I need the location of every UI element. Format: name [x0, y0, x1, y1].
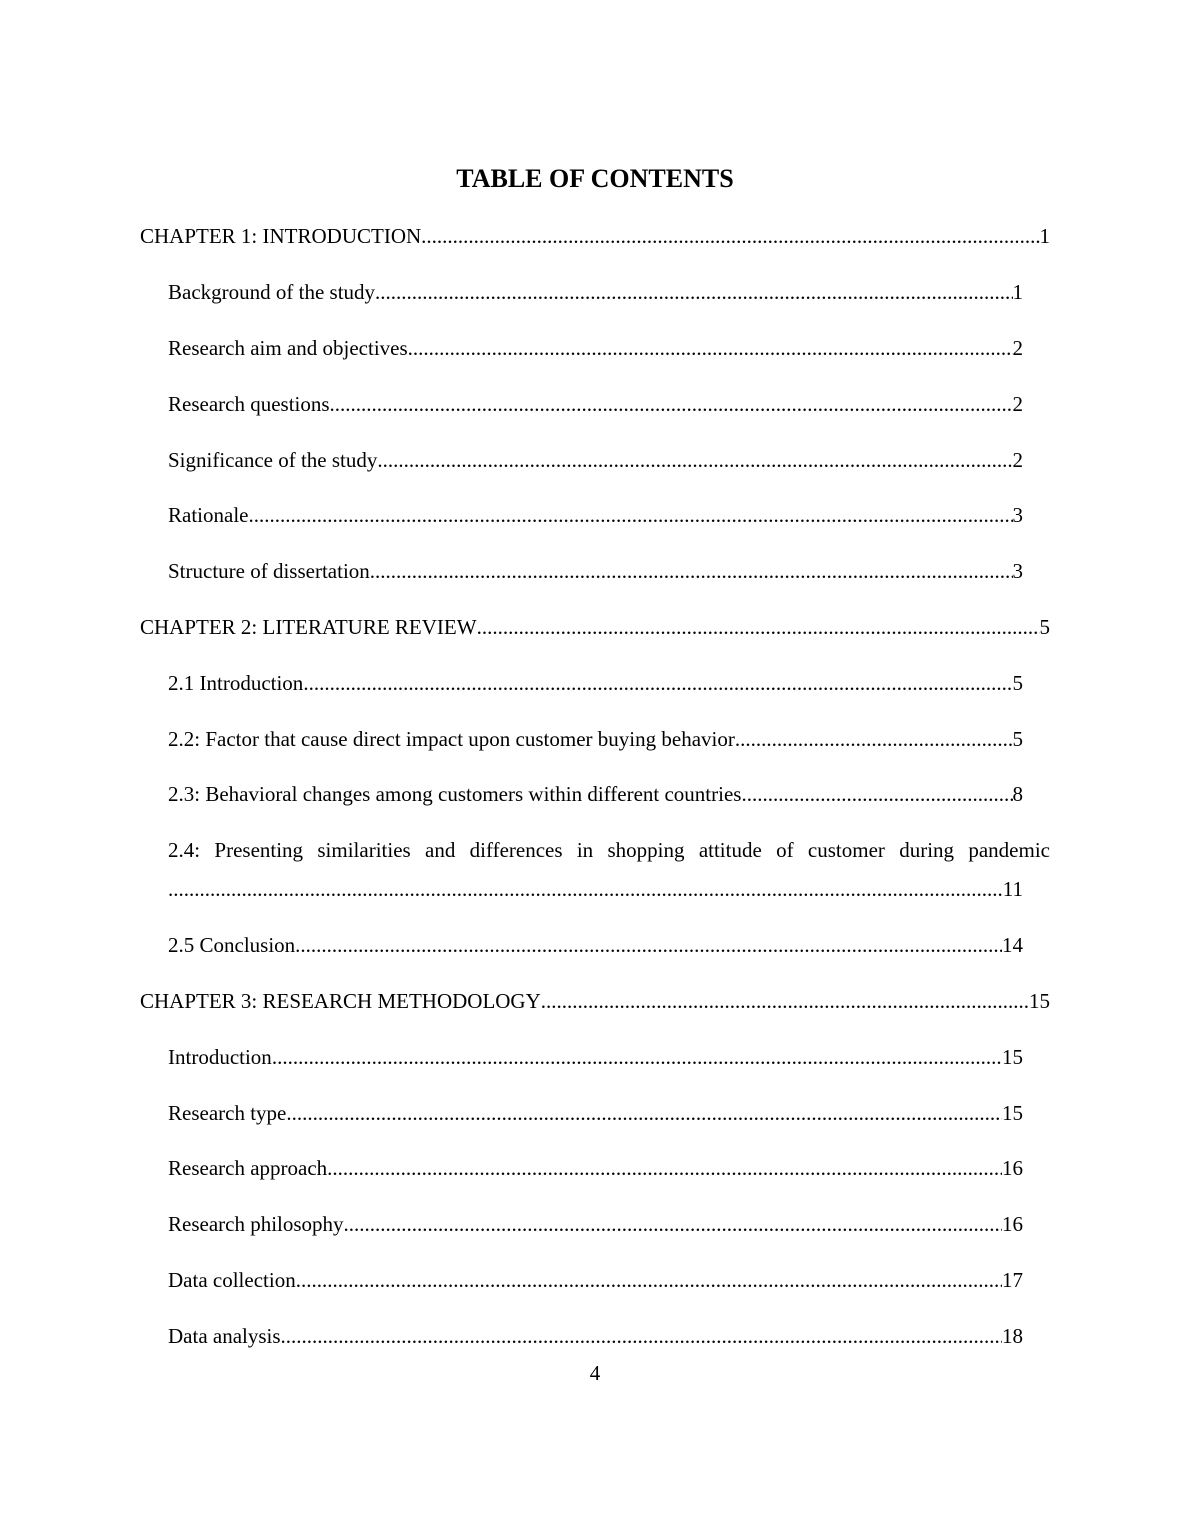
dot-leader: [375, 278, 1012, 306]
toc-entry-2-3[interactable]: [168, 780, 1023, 808]
toc-entry-label: Research approach: [168, 1156, 328, 1180]
toc-entry-label: Data collection: [168, 1268, 296, 1292]
toc-entry-label: Research questions: [168, 392, 330, 416]
toc-entry-2-5[interactable]: [168, 931, 1023, 959]
toc-entry-chapter-1[interactable]: [140, 222, 1050, 250]
toc-entry-label: 2.1 Introduction: [168, 671, 304, 695]
dot-leader: [408, 334, 1013, 362]
toc-entry-label: Introduction: [168, 1045, 272, 1069]
toc-entry-page: 1: [1012, 280, 1023, 304]
toc-entry-data-analysis[interactable]: [168, 1322, 1023, 1350]
toc-entry-research-questions[interactable]: [168, 390, 1023, 418]
page-number: 4: [589, 1361, 601, 1385]
toc-entry-page: 14: [1002, 933, 1023, 957]
toc-entry-label: CHAPTER 3: RESEARCH METHODOLOGY: [140, 989, 541, 1013]
toc-entry-2-1[interactable]: [168, 669, 1023, 697]
toc-entry-label: Rationale: [168, 503, 249, 527]
toc-entry-introduction[interactable]: [168, 1043, 1023, 1071]
dot-leader: [741, 780, 1012, 808]
toc-entry-rationale[interactable]: [168, 501, 1023, 529]
toc-entry-page: 17: [1002, 1268, 1023, 1292]
toc-entry-2-4-label[interactable]: 2.4: Presenting similarities and differences in shopping attitude of customer during pandemic: [168, 838, 1050, 862]
dot-leader: [377, 446, 1012, 474]
dot-leader: [168, 875, 1003, 903]
toc-title: TABLE OF CONTENTS: [456, 164, 734, 193]
toc-entry-page: 5: [1039, 615, 1050, 639]
toc-entry-label: 2.2: Factor that cause direct impact upon customer buying behavior: [168, 727, 735, 751]
toc-entry-label: 2.3: Behavioral changes among customers within different countries: [168, 782, 742, 806]
toc-entry-page: 2: [1012, 448, 1023, 472]
toc-entry-label: Research philosophy: [168, 1212, 344, 1236]
toc-entry-page: 8: [1012, 782, 1023, 806]
toc-entry-2-2[interactable]: [168, 725, 1023, 753]
dot-leader: [344, 1210, 1002, 1238]
dot-leader: [286, 1099, 1002, 1127]
toc-entry-research-type[interactable]: [168, 1099, 1023, 1127]
toc-entry-research-philosophy[interactable]: [168, 1210, 1023, 1238]
toc-entry-label: Background of the study: [168, 280, 376, 304]
toc-entry-page: 11: [1002, 877, 1023, 901]
toc-entry-chapter-3[interactable]: [140, 987, 1050, 1015]
toc-entry-chapter-2[interactable]: [140, 613, 1050, 641]
dot-leader: [296, 1266, 1002, 1294]
toc-entry-label: 2.5 Conclusion: [168, 933, 296, 957]
toc-entry-page: 15: [1002, 1045, 1023, 1069]
dot-leader: [272, 1043, 1002, 1071]
toc-entry-structure[interactable]: [168, 557, 1023, 585]
dot-leader: [370, 557, 1013, 585]
dot-leader: [248, 501, 1012, 529]
dot-leader: [327, 1154, 1002, 1182]
toc-entry-page: 5: [1012, 727, 1023, 751]
toc-entry-research-approach[interactable]: [168, 1154, 1023, 1182]
toc-entry-label: CHAPTER 2: LITERATURE REVIEW: [140, 615, 477, 639]
toc-entry-label: Significance of the study: [168, 448, 378, 472]
toc-entry-page: 3: [1012, 559, 1023, 583]
toc-entry-page: 5: [1012, 671, 1023, 695]
dot-leader: [295, 931, 1002, 959]
toc-entry-page: 16: [1002, 1156, 1023, 1180]
toc-entry-background[interactable]: [168, 278, 1023, 306]
toc-entry-page: 16: [1002, 1212, 1023, 1236]
toc-entry-label: CHAPTER 1: INTRODUCTION: [140, 224, 422, 248]
dot-leader: [281, 1322, 1002, 1350]
toc-entry-significance[interactable]: [168, 446, 1023, 474]
dot-leader: [541, 987, 1029, 1015]
toc-entry-label: Data analysis: [168, 1324, 281, 1348]
toc-entry-research-aim[interactable]: [168, 334, 1023, 362]
toc-entry-2-4[interactable]: [168, 875, 1023, 903]
toc-entry-page: 2: [1012, 336, 1023, 360]
dot-leader: [477, 613, 1040, 641]
toc-entry-label: Structure of dissertation: [168, 559, 370, 583]
dot-leader: [735, 725, 1013, 753]
toc-entry-page: 15: [1029, 989, 1050, 1013]
dot-leader: [303, 669, 1012, 697]
dot-leader: [421, 222, 1039, 250]
toc-entry-page: 18: [1002, 1324, 1023, 1348]
toc-entry-page: 15: [1002, 1101, 1023, 1125]
dot-leader: [330, 390, 1013, 418]
toc-entry-page: 3: [1012, 503, 1023, 527]
toc-entry-data-collection[interactable]: [168, 1266, 1023, 1294]
toc-entry-page: 1: [1039, 224, 1050, 248]
toc-entry-label: Research aim and objectives: [168, 336, 408, 360]
toc-entry-label: Research type: [168, 1101, 287, 1125]
toc-entry-page: 2: [1012, 392, 1023, 416]
